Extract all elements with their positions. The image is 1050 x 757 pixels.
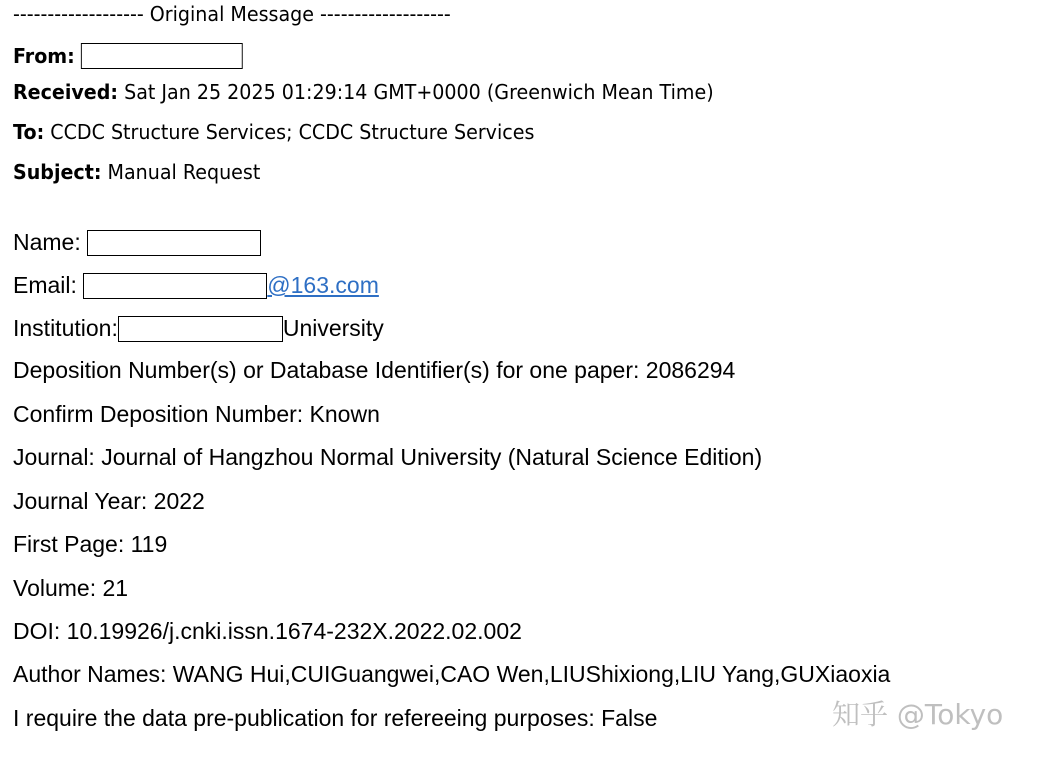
subject-line	[13, 162, 260, 183]
email-label: Email:	[13, 272, 77, 298]
journal-line: Journal: Journal of Hangzhou Normal University (Natural Science Edition)	[13, 444, 763, 470]
subject-label: Subject:	[13, 160, 102, 184]
institution-line	[13, 316, 384, 342]
redacted-name-box	[87, 230, 261, 256]
received-line	[13, 82, 714, 103]
from-line	[13, 43, 243, 69]
zhihu-watermark: 知乎 @Tokyo	[832, 698, 1004, 731]
confirm-deposition-line: Confirm Deposition Number: Known	[13, 401, 380, 427]
original-message-separator: ------------------- Original Message -------------------	[13, 2, 451, 26]
redacted-institution-box	[118, 316, 283, 342]
to-line	[13, 122, 534, 143]
received-label: Received:	[13, 80, 119, 104]
volume-line: Volume: 21	[13, 575, 129, 601]
email-domain-link[interactable]: @163.com	[267, 272, 379, 298]
institution-suffix: University	[282, 315, 384, 341]
subject-value: Manual Request	[107, 160, 261, 184]
institution-label: Institution:	[13, 315, 118, 341]
name-label: Name:	[13, 229, 81, 255]
redacted-email-box	[83, 273, 267, 299]
doi-line: DOI: 10.19926/j.cnki.issn.1674-232X.2022.02.002	[13, 618, 522, 644]
prepublication-line: I require the data pre-publication for refereeing purposes: False	[13, 705, 658, 731]
received-value: Sat Jan 25 2025 01:29:14 GMT+0000 (Greenwich Mean Time)	[124, 80, 714, 104]
to-value: CCDC Structure Services; CCDC Structure Services	[50, 120, 535, 144]
redacted-sender-box	[81, 43, 243, 69]
from-label: From:	[13, 44, 75, 68]
to-label: To:	[13, 120, 45, 144]
deposition-line: Deposition Number(s) or Database Identifier(s) for one paper: 2086294	[13, 357, 736, 383]
name-line	[13, 230, 261, 256]
email-line	[13, 273, 379, 299]
first-page-line: First Page: 119	[13, 531, 168, 557]
author-names-line: Author Names: WANG Hui,CUIGuangwei,CAO Wen,LIUShixiong,LIU Yang,GUXiaoxia	[13, 661, 891, 687]
journal-year-line: Journal Year: 2022	[13, 488, 205, 514]
